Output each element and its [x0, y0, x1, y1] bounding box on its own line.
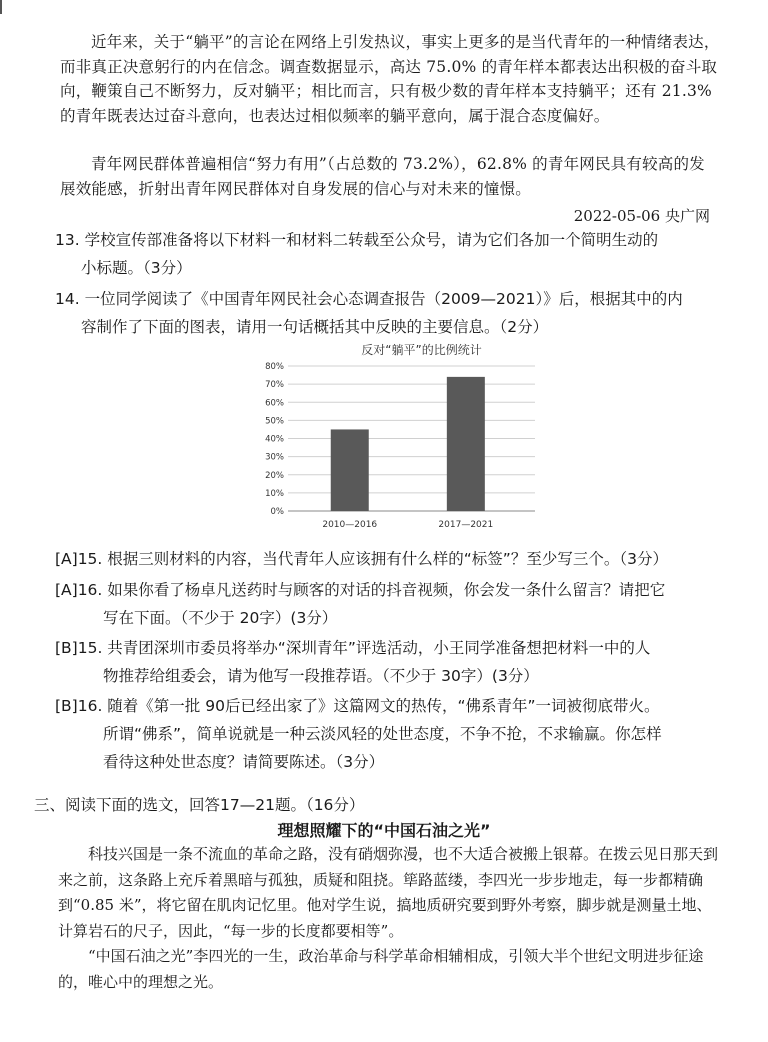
bar	[447, 377, 485, 511]
chart-title: 反对“躺平”的比例统计	[361, 343, 482, 357]
bar-chart	[240, 338, 560, 538]
question-b16	[55, 692, 723, 776]
y-tick-label: 70%	[265, 380, 284, 391]
question-13-line-2: 小标题。（3分）	[81, 259, 192, 277]
section-3-heading: 三、阅读下面的选文，回答17—21题。（16分）	[34, 796, 365, 814]
y-tick-label: 60%	[265, 398, 284, 409]
question-b16-line-3: 看待这种处世态度？请简要陈述。（3分）	[103, 753, 385, 771]
article-title: 理想照耀下的“中国石油之光”	[277, 821, 491, 840]
passage-paragraph-1: 近年来，关于“躺平”的言论在网络上引发热议，事实上更多的是当代青年的一种情绪表达，而非真正决意躬行的内在信念。调查数据显示，高达 75.0% 的青年样本都表达出积极的奋斗取向，鞭策自己不断努力，反对躺平；相比而言，只有极少数的青年样本支持躺平；还有 21.3% 的青年既表达过奋斗意向，也表达过相似频率的躺平意向，属于混合态度偏好。	[60, 33, 720, 125]
question-a15-line-1: [A]15. 根据三则材料的内容，当代青年人应该拥有什么样的“标签”？至少写三个。（3分）	[55, 550, 668, 568]
y-tick-label: 30%	[265, 452, 284, 463]
question-b15	[55, 634, 723, 690]
question-a16-line-1: [A]16. 如果你看了杨卓凡送药时与顾客的对话的抖音视频，你会发一条什么留言？请把它	[55, 581, 666, 599]
y-tick-label: 80%	[265, 362, 284, 372]
y-tick-label: 40%	[265, 434, 284, 445]
passage-source: 2022-05-06 央广网	[573, 207, 710, 225]
page-corner-mark	[0, 0, 2, 14]
question-14-line-1: 14. 一位同学阅读了《中国青年网民社会心态调查报告（2009—2021）》后，根据其中的内	[55, 290, 683, 308]
question-b16-line-2: 所谓“佛系”，简单说就是一种云淡风轻的处世态度，不争不抢，不求输赢。你怎样	[103, 725, 662, 743]
question-13	[55, 226, 723, 282]
question-a16	[55, 576, 723, 632]
x-tick-label: 2017—2021	[438, 520, 494, 530]
question-13-line-1: 13. 学校宣传部准备将以下材料一和材料二转载至公众号，请为它们各加一个简明生动的	[55, 231, 659, 249]
article-paragraph-2: “中国石油之光”李四光的一生，政治革命与科学革命相辅相成，引领大半个世纪文明进步征途的，唯心中的理想之光。	[58, 947, 704, 991]
x-tick-label: 2010—2016	[322, 520, 378, 530]
question-14	[55, 285, 723, 341]
passage-paragraph-2: 青年网民群体普遍相信“努力有用”（占总数的 73.2%），62.8% 的青年网民具有较高的发展效能感，折射出青年网民群体对自身发展的信心与对未来的憧憬。	[60, 155, 705, 198]
bar	[331, 429, 369, 511]
question-14-line-2: 容制作了下面的图表，请用一句话概括其中反映的主要信息。（2分）	[81, 318, 549, 336]
y-tick-label: 20%	[265, 470, 284, 481]
y-tick-label: 10%	[265, 488, 284, 499]
question-a16-line-2: 写在下面。（不少于 20字）(3分）	[103, 609, 338, 627]
question-b16-line-1: [B]16. 随着《第一批 90后已经出家了》这篇网文的热传，“佛系青年”一词被彻底带火。	[55, 697, 660, 715]
question-b15-line-1: [B]15. 共青团深圳市委员将举办“深圳青年”评选活动，小王同学准备想把材料一中的人	[55, 639, 651, 657]
question-a15	[55, 545, 723, 573]
question-b15-line-2: 物推荐给组委会，请为他写一段推荐语。（不少于 30字）(3分）	[103, 667, 539, 685]
y-tick-label: 50%	[265, 416, 284, 427]
article-paragraph-1: 科技兴国是一条不流血的革命之路，没有硝烟弥漫，也不大适合被搬上银幕。在拨云见日那天到来之前，这条路上充斥着黑暗与孤独，质疑和阻挠。筚路蓝缕，李四光一步步地走，每一步都精确到“0.85 米”，将它留在肌肉记忆里。他对学生说，搞地质研究要到野外考察，脚步就是测量土地、计算岩石的尺子，因此，“每一步的长度都要相等”。	[58, 845, 719, 940]
y-tick-label: 0%	[270, 507, 284, 517]
